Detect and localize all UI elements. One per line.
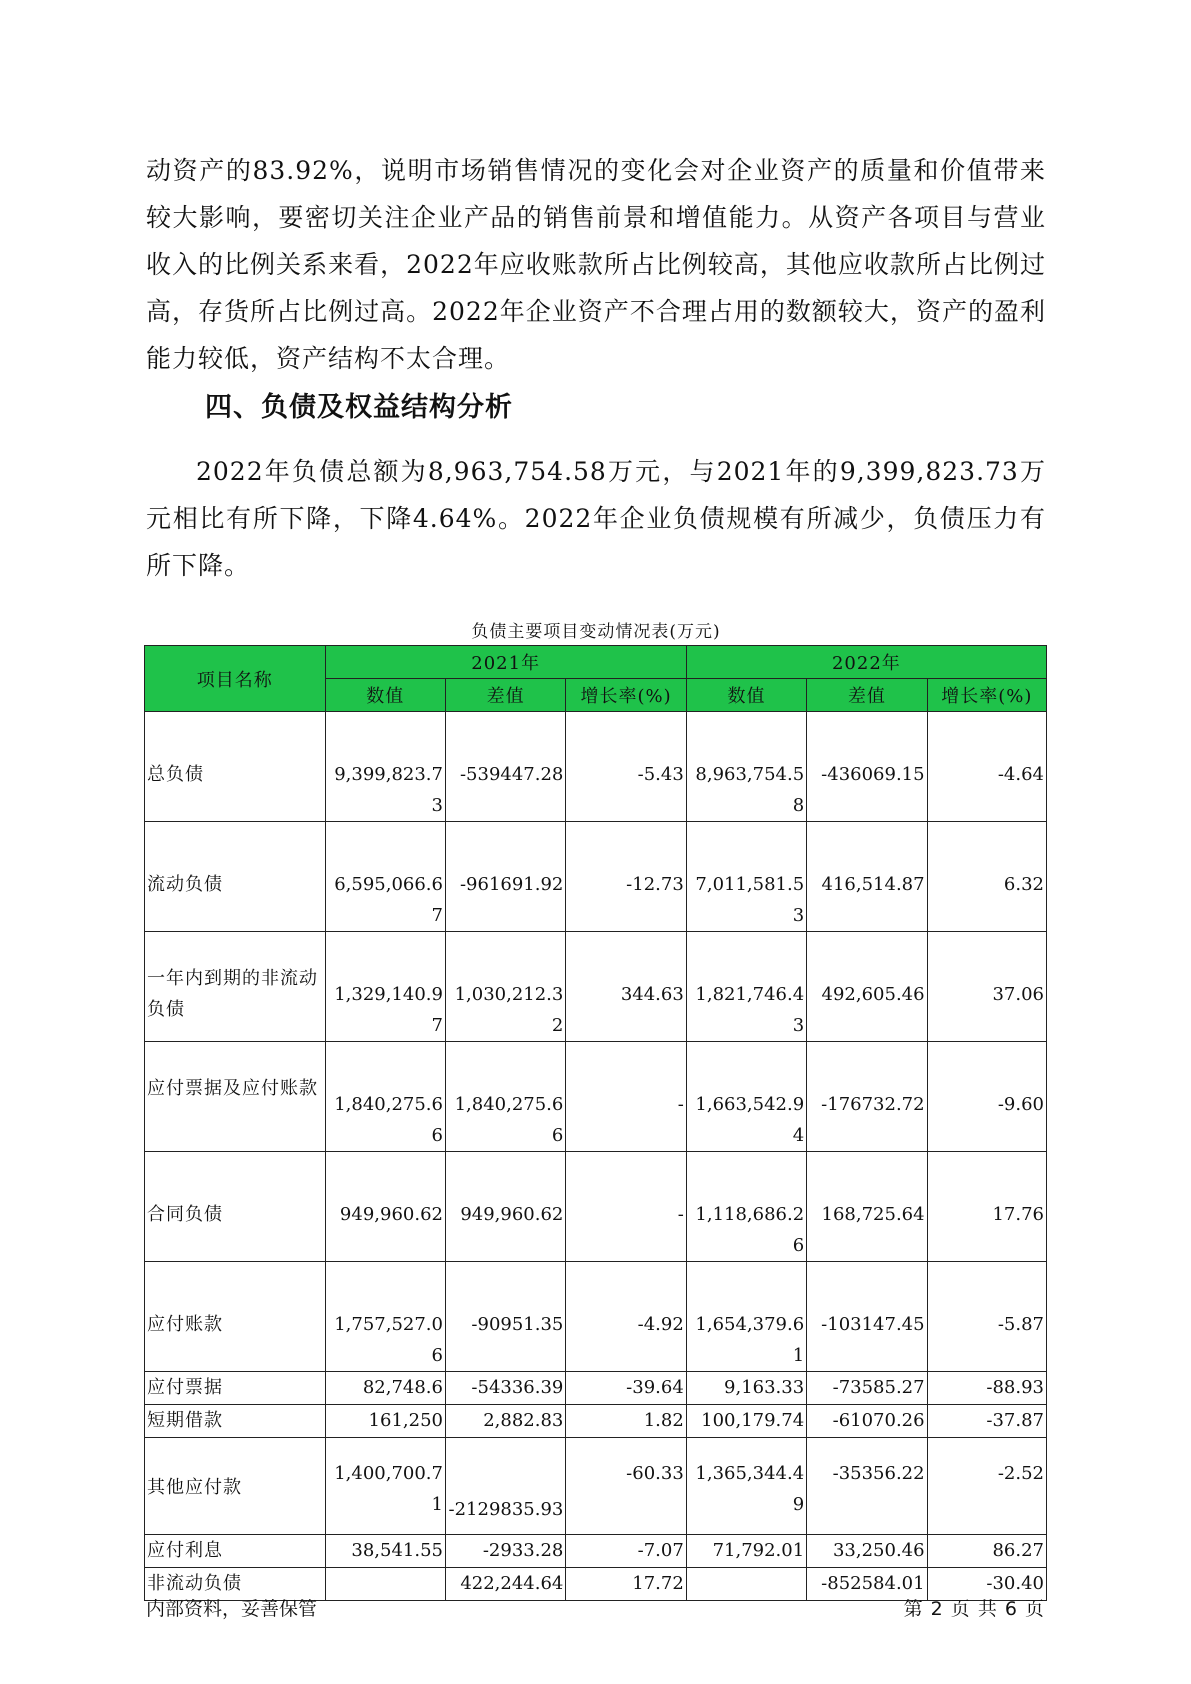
- cell-rate-2022: -37.87: [927, 1405, 1046, 1438]
- cell-rate-2022: 6.32: [927, 822, 1046, 932]
- cell-diff-2022: -852584.01: [807, 1568, 927, 1601]
- cell-value-2022: 8,963,754.58: [686, 712, 806, 822]
- cell-rate-2021: -: [566, 1042, 686, 1152]
- cell-value-2021: [325, 1568, 445, 1601]
- cell-value-2022: [686, 1568, 806, 1601]
- cell-diff-2021: 1,030,212.32: [445, 932, 565, 1042]
- table-row: [145, 932, 1047, 1042]
- cell-value-2021: 1,840,275.66: [325, 1042, 445, 1152]
- header-rate-2022: 增长率(%): [927, 679, 1046, 712]
- cell-diff-2022: 416,514.87: [807, 822, 927, 932]
- table-row: [145, 1042, 1047, 1152]
- cell-rate-2021: 1.82: [566, 1405, 686, 1438]
- table-row: [145, 1262, 1047, 1372]
- cell-rate-2022: 86.27: [927, 1535, 1046, 1568]
- cell-value-2021: 1,757,527.06: [325, 1262, 445, 1372]
- table-row: [145, 1405, 1047, 1438]
- cell-value-2021: 6,595,066.67: [325, 822, 445, 932]
- row-name: 应付利息: [145, 1535, 326, 1568]
- cell-diff-2021: 422,244.64: [445, 1568, 565, 1601]
- cell-rate-2022: 17.76: [927, 1152, 1046, 1262]
- cell-diff-2021: 949,960.62: [445, 1152, 565, 1262]
- cell-value-2022: 1,821,746.43: [686, 932, 806, 1042]
- table-row: [145, 1438, 1047, 1535]
- cell-diff-2022: 33,250.46: [807, 1535, 927, 1568]
- cell-diff-2022: -61070.26: [807, 1405, 927, 1438]
- footer-page-number: 第 2 页 共 6 页: [903, 1598, 1045, 1620]
- cell-diff-2022: -176732.72: [807, 1042, 927, 1152]
- cell-value-2022: 1,118,686.26: [686, 1152, 806, 1262]
- cell-value-2021: 1,329,140.97: [325, 932, 445, 1042]
- table-row: [145, 712, 1047, 822]
- row-name: 其他应付款: [145, 1438, 326, 1535]
- header-item-name: 项目名称: [145, 646, 326, 712]
- header-value-2022: 数值: [686, 679, 806, 712]
- header-rate-2021: 增长率(%): [566, 679, 686, 712]
- row-name: 合同负债: [145, 1152, 326, 1262]
- cell-value-2022: 1,654,379.61: [686, 1262, 806, 1372]
- body-paragraph-2: 2022年负债总额为8,963,754.58万元，与2021年的9,399,823.73万元相比有所下降，下降4.64%。2022年企业负债规模有所减少，负债压力有所下降。: [146, 457, 1046, 580]
- cell-value-2022: 1,365,344.49: [686, 1438, 806, 1535]
- body-paragraph-1: 动资产的83.92%，说明市场销售情况的变化会对企业资产的质量和价值带来较大影响，要密切关注企业产品的销售前景和增值能力。从资产各项目与营业收入的比例关系来看，2022年应收账款所占比例较高，其他应收款所占比例过高，存货所占比例过高。2022年企业资产不合理占用的数额较大，资产的盈利能力较低，资产结构不太合理。: [146, 156, 1046, 373]
- cell-rate-2021: -60.33: [566, 1438, 686, 1535]
- cell-rate-2021: -7.07: [566, 1535, 686, 1568]
- cell-value-2021: 1,400,700.71: [325, 1438, 445, 1535]
- cell-diff-2021: -2129835.93: [445, 1438, 565, 1535]
- cell-rate-2021: 17.72: [566, 1568, 686, 1601]
- cell-diff-2021: -90951.35: [445, 1262, 565, 1372]
- cell-value-2021: 9,399,823.73: [325, 712, 445, 822]
- cell-value-2022: 9,163.33: [686, 1372, 806, 1405]
- cell-value-2021: 82,748.6: [325, 1372, 445, 1405]
- cell-rate-2021: -39.64: [566, 1372, 686, 1405]
- cell-rate-2021: -12.73: [566, 822, 686, 932]
- header-diff-2021: 差值: [445, 679, 565, 712]
- cell-rate-2022: -88.93: [927, 1372, 1046, 1405]
- cell-diff-2022: 168,725.64: [807, 1152, 927, 1262]
- cell-diff-2022: -73585.27: [807, 1372, 927, 1405]
- header-year-2021: 2021年: [325, 646, 686, 679]
- cell-value-2021: 161,250: [325, 1405, 445, 1438]
- section-heading: 四、负债及权益结构分析: [205, 392, 513, 423]
- table-row: [145, 822, 1047, 932]
- header-diff-2022: 差值: [807, 679, 927, 712]
- row-name: 总负债: [145, 712, 326, 822]
- row-name: 非流动负债: [145, 1568, 326, 1601]
- liability-table: [144, 645, 1047, 1601]
- cell-diff-2022: -35356.22: [807, 1438, 927, 1535]
- cell-diff-2021: -961691.92: [445, 822, 565, 932]
- row-name: 流动负债: [145, 822, 326, 932]
- cell-diff-2021: 1,840,275.66: [445, 1042, 565, 1152]
- header-year-2022: 2022年: [686, 646, 1046, 679]
- cell-diff-2021: -2933.28: [445, 1535, 565, 1568]
- cell-rate-2021: -4.92: [566, 1262, 686, 1372]
- cell-rate-2021: 344.63: [566, 932, 686, 1042]
- cell-value-2022: 100,179.74: [686, 1405, 806, 1438]
- cell-value-2021: 949,960.62: [325, 1152, 445, 1262]
- cell-rate-2022: 37.06: [927, 932, 1046, 1042]
- table-caption: 负债主要项目变动情况表(万元): [471, 622, 721, 642]
- cell-diff-2021: 2,882.83: [445, 1405, 565, 1438]
- cell-diff-2021: -54336.39: [445, 1372, 565, 1405]
- cell-rate-2022: -4.64: [927, 712, 1046, 822]
- header-value-2021: 数值: [325, 679, 445, 712]
- cell-rate-2022: -2.52: [927, 1438, 1046, 1535]
- cell-value-2022: 1,663,542.94: [686, 1042, 806, 1152]
- table-row: [145, 1152, 1047, 1262]
- cell-rate-2022: -30.40: [927, 1568, 1046, 1601]
- cell-value-2022: 7,011,581.53: [686, 822, 806, 932]
- cell-rate-2022: -9.60: [927, 1042, 1046, 1152]
- cell-value-2022: 71,792.01: [686, 1535, 806, 1568]
- row-name: 应付票据: [145, 1372, 326, 1405]
- cell-diff-2022: -103147.45: [807, 1262, 927, 1372]
- cell-rate-2022: -5.87: [927, 1262, 1046, 1372]
- table-row: [145, 1535, 1047, 1568]
- footer-confidential-note: 内部资料，妥善保管: [146, 1598, 318, 1620]
- cell-rate-2021: -: [566, 1152, 686, 1262]
- row-name: 一年内到期的非流动负债: [145, 932, 326, 1042]
- row-name: 应付票据及应付账款: [145, 1042, 326, 1152]
- cell-diff-2022: -436069.15: [807, 712, 927, 822]
- cell-diff-2022: 492,605.46: [807, 932, 927, 1042]
- row-name: 短期借款: [145, 1405, 326, 1438]
- cell-value-2021: 38,541.55: [325, 1535, 445, 1568]
- cell-diff-2021: -539447.28: [445, 712, 565, 822]
- row-name: 应付账款: [145, 1262, 326, 1372]
- cell-rate-2021: -5.43: [566, 712, 686, 822]
- table-row: [145, 1372, 1047, 1405]
